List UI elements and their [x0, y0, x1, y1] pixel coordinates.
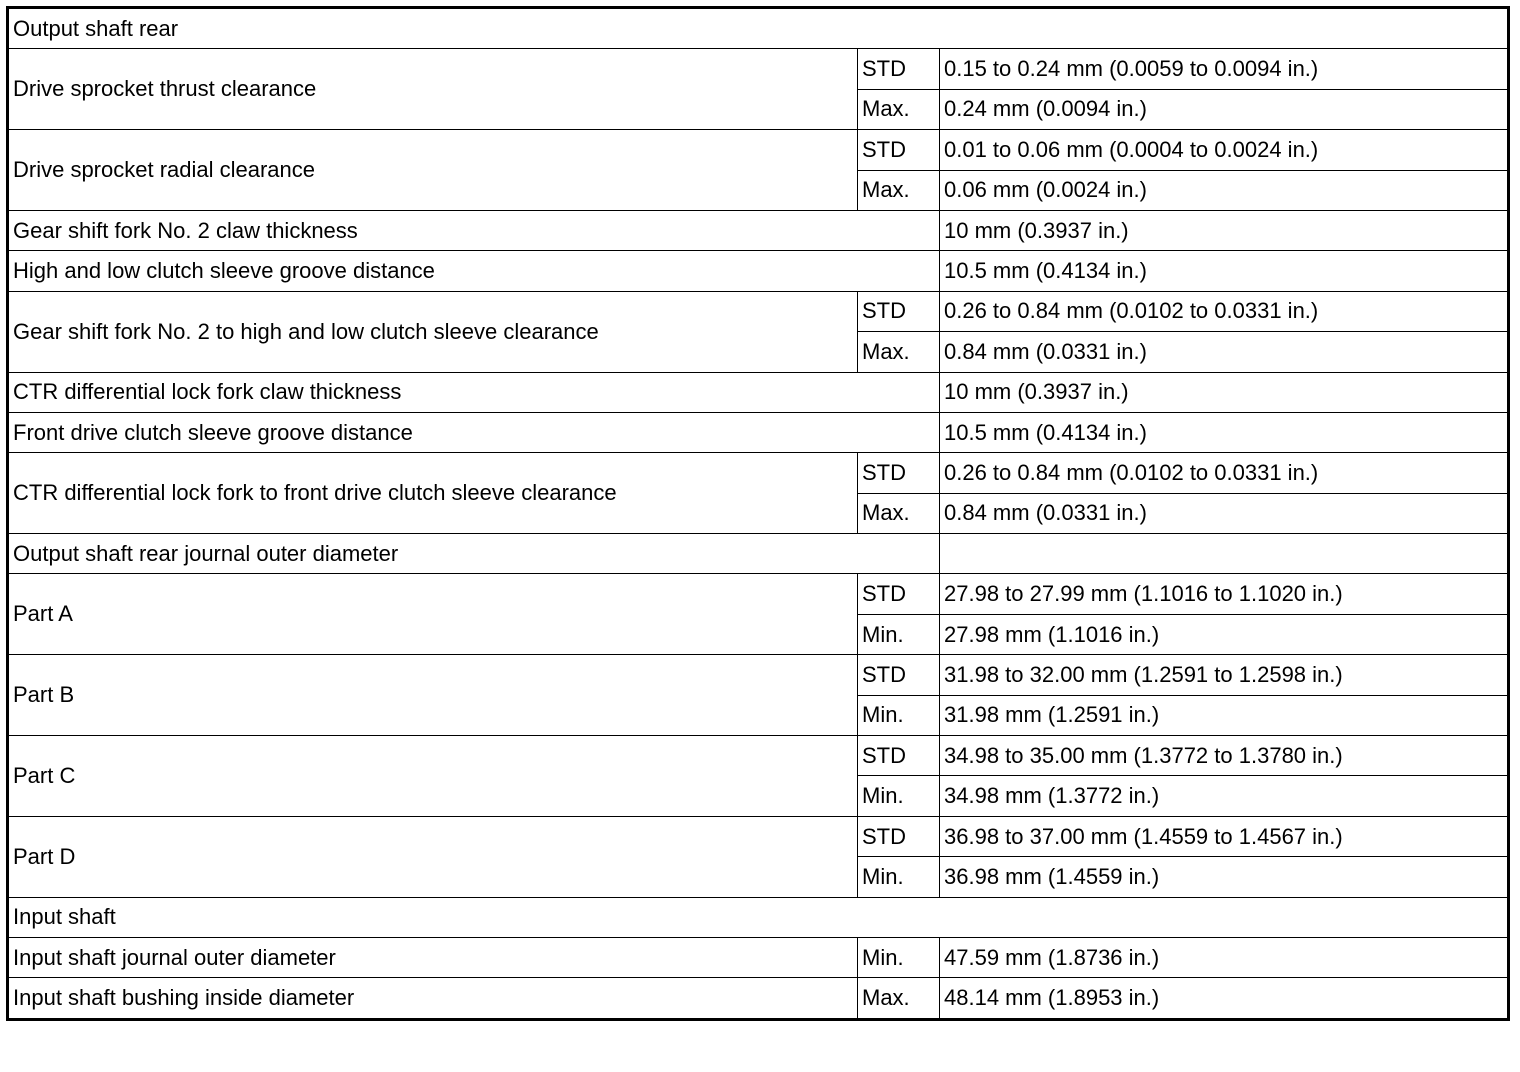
- item-label: Part A: [8, 574, 858, 655]
- spec-value: 0.01 to 0.06 mm (0.0004 to 0.0024 in.): [940, 130, 1509, 170]
- spec-type: Max.: [858, 493, 940, 533]
- spec-type: STD: [858, 49, 940, 89]
- table-row: [8, 655, 1509, 695]
- spec-value: 10.5 mm (0.4134 in.): [940, 412, 1509, 452]
- item-label: High and low clutch sleeve groove distance: [8, 251, 940, 291]
- table-row: [8, 251, 1509, 291]
- spec-type: STD: [858, 816, 940, 856]
- item-label: Input shaft bushing inside diameter: [8, 978, 858, 1019]
- spec-value: 0.84 mm (0.0331 in.): [940, 332, 1509, 372]
- spec-value: 0.06 mm (0.0024 in.): [940, 170, 1509, 210]
- spec-value: 36.98 mm (1.4559 in.): [940, 857, 1509, 897]
- spec-value: 36.98 to 37.00 mm (1.4559 to 1.4567 in.): [940, 816, 1509, 856]
- spec-value: 34.98 mm (1.3772 in.): [940, 776, 1509, 816]
- table-row: [8, 937, 1509, 977]
- spec-type: Min.: [858, 614, 940, 654]
- spec-type: Min.: [858, 857, 940, 897]
- table-row: [8, 8, 1509, 49]
- section-heading-output-shaft-rear: Output shaft rear: [8, 8, 1509, 49]
- spec-value: 34.98 to 35.00 mm (1.3772 to 1.3780 in.): [940, 736, 1509, 776]
- spec-type: STD: [858, 291, 940, 331]
- table-row: [8, 534, 1509, 574]
- spec-value: 47.59 mm (1.8736 in.): [940, 937, 1509, 977]
- table-row: [8, 291, 1509, 331]
- table-row: [8, 412, 1509, 452]
- spec-type: STD: [858, 736, 940, 776]
- table-row: [8, 816, 1509, 856]
- spec-value: 0.24 mm (0.0094 in.): [940, 89, 1509, 129]
- table-row: [8, 736, 1509, 776]
- item-label: Output shaft rear journal outer diameter: [8, 534, 940, 574]
- spec-type: Min.: [858, 695, 940, 735]
- item-label: Part D: [8, 816, 858, 897]
- spec-value: 31.98 to 32.00 mm (1.2591 to 1.2598 in.): [940, 655, 1509, 695]
- spec-type: STD: [858, 574, 940, 614]
- item-label: Drive sprocket radial clearance: [8, 130, 858, 211]
- spec-value: 10 mm (0.3937 in.): [940, 372, 1509, 412]
- table-row: [8, 574, 1509, 614]
- table-row: [8, 978, 1509, 1019]
- item-label: Part C: [8, 736, 858, 817]
- item-label: Input shaft journal outer diameter: [8, 937, 858, 977]
- spec-value: 10 mm (0.3937 in.): [940, 210, 1509, 250]
- spec-type: Max.: [858, 978, 940, 1019]
- spec-type: Max.: [858, 170, 940, 210]
- section-heading-input-shaft: Input shaft: [8, 897, 1509, 937]
- spec-type: Max.: [858, 89, 940, 129]
- table-row: [8, 210, 1509, 250]
- spec-table: [6, 6, 1510, 1021]
- spec-type: STD: [858, 453, 940, 493]
- spec-type: STD: [858, 130, 940, 170]
- table-row: [8, 897, 1509, 937]
- table-row: [8, 372, 1509, 412]
- spec-value: 0.15 to 0.24 mm (0.0059 to 0.0094 in.): [940, 49, 1509, 89]
- spec-value: 0.26 to 0.84 mm (0.0102 to 0.0331 in.): [940, 453, 1509, 493]
- spec-value: 27.98 mm (1.1016 in.): [940, 614, 1509, 654]
- item-label: Part B: [8, 655, 858, 736]
- item-label: CTR differential lock fork to front drive clutch sleeve clearance: [8, 453, 858, 534]
- spec-type: Min.: [858, 937, 940, 977]
- spec-value: 0.26 to 0.84 mm (0.0102 to 0.0331 in.): [940, 291, 1509, 331]
- spec-value: 10.5 mm (0.4134 in.): [940, 251, 1509, 291]
- spec-type: STD: [858, 655, 940, 695]
- table-row: [8, 49, 1509, 89]
- item-label: Front drive clutch sleeve groove distance: [8, 412, 940, 452]
- spec-value: 48.14 mm (1.8953 in.): [940, 978, 1509, 1019]
- spec-value: 0.84 mm (0.0331 in.): [940, 493, 1509, 533]
- spec-type: Min.: [858, 776, 940, 816]
- spec-value-empty: [940, 534, 1509, 574]
- spec-type: Max.: [858, 332, 940, 372]
- table-row: [8, 453, 1509, 493]
- item-label: Drive sprocket thrust clearance: [8, 49, 858, 130]
- item-label: CTR differential lock fork claw thickness: [8, 372, 940, 412]
- item-label: Gear shift fork No. 2 claw thickness: [8, 210, 940, 250]
- item-label: Gear shift fork No. 2 to high and low clutch sleeve clearance: [8, 291, 858, 372]
- spec-value: 27.98 to 27.99 mm (1.1016 to 1.1020 in.): [940, 574, 1509, 614]
- table-row: [8, 130, 1509, 170]
- spec-value: 31.98 mm (1.2591 in.): [940, 695, 1509, 735]
